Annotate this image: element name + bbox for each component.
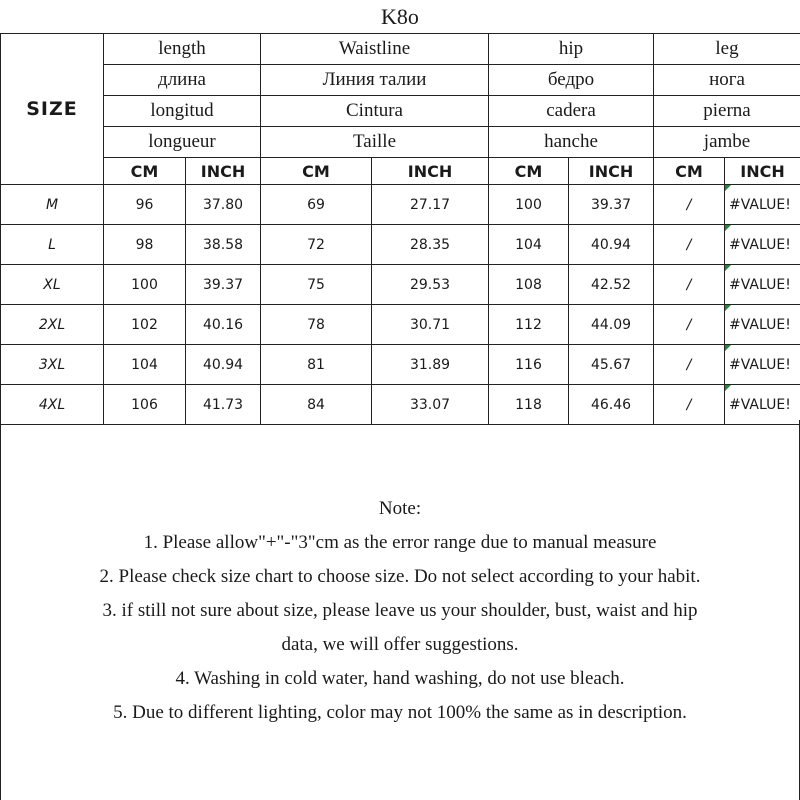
size-name: 3XL [1,345,104,385]
header-leg-es: pierna [654,96,800,127]
note-item: 2. Please check size chart to choose size. Do not select according to your habit. [99,566,701,587]
notes-section [0,492,800,730]
table-row [1,225,800,265]
hip-cm: 100 [489,185,569,225]
length-cm: 102 [104,305,186,345]
waist-inch: 30.71 [372,305,489,345]
header-waistline-ru: Линия талии [261,65,489,96]
hip-cm: 104 [489,225,569,265]
length-cm: 106 [104,385,186,425]
waist-inch: 29.53 [372,265,489,305]
table-row [1,345,800,385]
chart-title: K8o [0,0,800,34]
header-row-spanish [1,96,800,127]
hip-inch: 40.94 [569,225,654,265]
size-table [0,33,800,425]
length-inch: 37.80 [186,185,261,225]
unit-leg-cm: CM [654,158,725,185]
note-item: 4. Washing in cold water, hand washing, do not use bleach. [175,668,625,689]
leg-cm: / [654,345,725,385]
header-row-english [1,34,800,65]
unit-hip-cm: CM [489,158,569,185]
leg-inch: #VALUE! [725,345,800,385]
waist-cm: 72 [261,225,372,265]
header-row-russian [1,65,800,96]
size-name: M [1,185,104,225]
hip-inch: 44.09 [569,305,654,345]
size-name: 4XL [1,385,104,425]
leg-cm: / [654,185,725,225]
length-cm: 96 [104,185,186,225]
header-waistline-en: Waistline [261,34,489,65]
hip-cm: 112 [489,305,569,345]
waist-cm: 78 [261,305,372,345]
table-row [1,265,800,305]
header-waistline-es: Cintura [261,96,489,127]
header-hip-es: cadera [489,96,654,127]
size-header: SIZE [1,34,104,185]
table-row [1,185,800,225]
length-cm: 104 [104,345,186,385]
length-inch: 41.73 [186,385,261,425]
waist-inch: 31.89 [372,345,489,385]
length-cm: 100 [104,265,186,305]
leg-cm: / [654,225,725,265]
unit-leg-inch: INCH [725,158,800,185]
waist-cm: 75 [261,265,372,305]
note-item: 3. if still not sure about size, please leave us your shoulder, bust, waist and hip [102,600,698,621]
waist-inch: 28.35 [372,225,489,265]
length-inch: 38.58 [186,225,261,265]
units-row [1,158,800,185]
header-waistline-fr: Taille [261,127,489,158]
unit-waist-inch: INCH [372,158,489,185]
leg-inch: #VALUE! [725,265,800,305]
unit-waist-cm: CM [261,158,372,185]
table-row [1,385,800,425]
header-hip-fr: hanche [489,127,654,158]
header-length-es: longitud [104,96,261,127]
leg-inch: #VALUE! [725,385,800,425]
leg-inch: #VALUE! [725,225,800,265]
unit-hip-inch: INCH [569,158,654,185]
notes-heading: Note: [378,498,422,519]
waist-cm: 84 [261,385,372,425]
unit-length-inch: INCH [186,158,261,185]
leg-cm: / [654,305,725,345]
note-item: data, we will offer suggestions. [281,634,519,655]
header-length-fr: longueur [104,127,261,158]
header-leg-en: leg [654,34,800,65]
leg-inch: #VALUE! [725,185,800,225]
header-length-ru: длина [104,65,261,96]
length-inch: 40.16 [186,305,261,345]
header-hip-ru: бедро [489,65,654,96]
header-leg-fr: jambe [654,127,800,158]
hip-cm: 118 [489,385,569,425]
header-hip-en: hip [489,34,654,65]
table-row [1,305,800,345]
unit-length-cm: CM [104,158,186,185]
waist-inch: 33.07 [372,385,489,425]
size-name: XL [1,265,104,305]
waist-cm: 69 [261,185,372,225]
length-inch: 39.37 [186,265,261,305]
leg-cm: / [654,265,725,305]
header-row-french [1,127,800,158]
leg-inch: #VALUE! [725,305,800,345]
note-item: 5. Due to different lighting, color may not 100% the same as in description. [113,702,687,723]
hip-cm: 116 [489,345,569,385]
leg-cm: / [654,385,725,425]
hip-inch: 46.46 [569,385,654,425]
note-item: 1. Please allow"+"-"3"cm as the error range due to manual measure [143,532,657,553]
hip-cm: 108 [489,265,569,305]
size-name: 2XL [1,305,104,345]
hip-inch: 39.37 [569,185,654,225]
waist-cm: 81 [261,345,372,385]
header-leg-ru: нога [654,65,800,96]
waist-inch: 27.17 [372,185,489,225]
hip-inch: 45.67 [569,345,654,385]
length-cm: 98 [104,225,186,265]
header-length-en: length [104,34,261,65]
hip-inch: 42.52 [569,265,654,305]
length-inch: 40.94 [186,345,261,385]
size-name: L [1,225,104,265]
